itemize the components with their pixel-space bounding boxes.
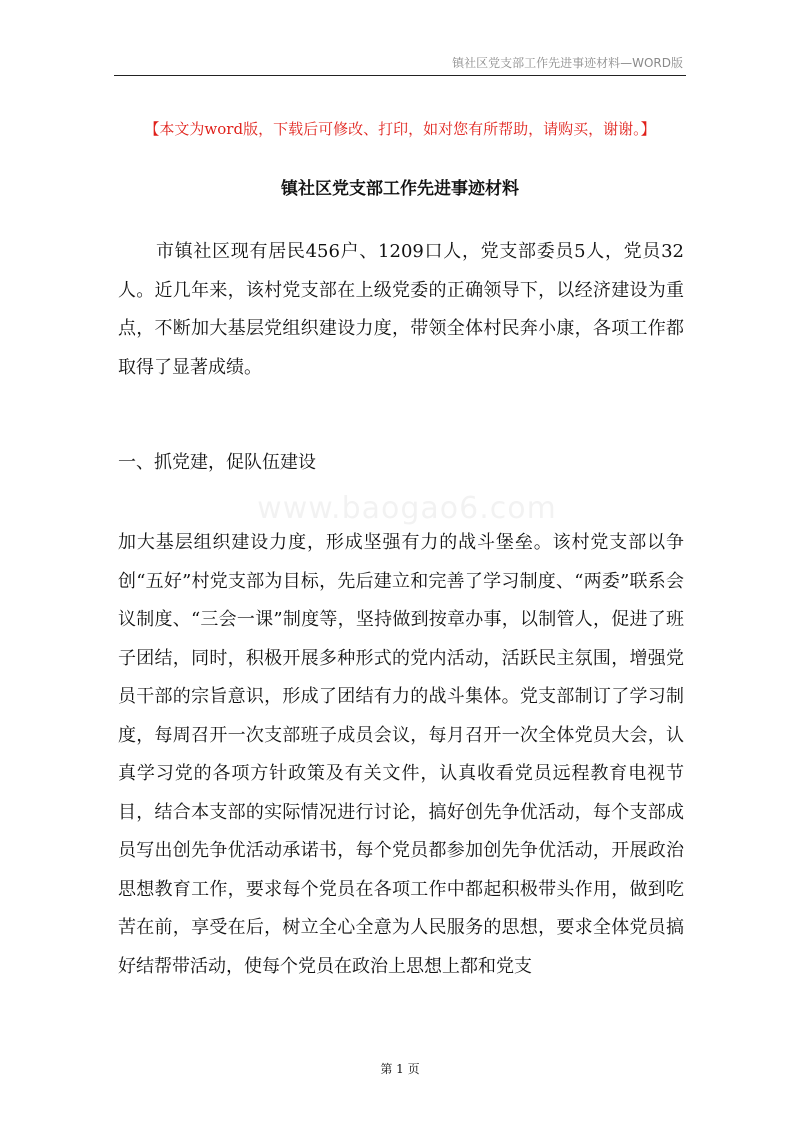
watermark-logo: www.baogao6.com bbox=[257, 490, 557, 526]
intro-paragraph: 市镇社区现有居民456户、1209口人，党支部委员5人，党员32人。近几年来，该村党支部在上级党委的正确领导下，以经济建设为重点，不断加大基层党组织建设力度，带领全体村民奔小康，各项工作都取得了显著成绩。 bbox=[118, 241, 684, 378]
section-heading-1: 一、抓党建，促队伍建设 bbox=[118, 452, 316, 473]
section-1-paragraph: 加大基层组织建设力度，形成坚强有力的战斗堡垒。该村党支部以争创“五好”村党支部为目标，先后建立和完善了学习制度、“两委”联系会议制度、“三会一课”制度等，坚持做到按章办事，以制管人，促进了班子团结，同时，积极开展多种形式的党内活动，活跃民主氛围，增强党员干部的宗旨意识，形成了团结有力的战斗集体。党支部制订了学习制度，每周召开一次支部班子成员会议，每月召开一次全体党员大会，认真学习党的各项方针政策及有关文件，认真收看党员远程教育电视节目，结合本支部的实际情况进行讨论，搞好创先争优活动，每个支部成员写出创先争优活动承诺书，每个党员都参加创先争优活动，开展政治思想教育工作，要求每个党员在各项工作中都起积极带头作用，做到吃苦在前，享受在后，树立全心全意为人民服务的思想，要求全体党员搞好结帮带活动，使每个党员在政治上思想上都和党支 bbox=[118, 532, 684, 977]
download-notice: 【本文为word版，下载后可修改、打印，如对您有所帮助，请购买，谢谢。】 bbox=[144, 120, 656, 138]
document-title: 镇社区党支部工作先进事迹材料 bbox=[281, 179, 519, 199]
running-header: 镇社区党支部工作先进事迹材料—WORD版 bbox=[452, 56, 683, 70]
header-divider bbox=[114, 75, 686, 76]
page-number: 第 1 页 bbox=[380, 1062, 420, 1076]
